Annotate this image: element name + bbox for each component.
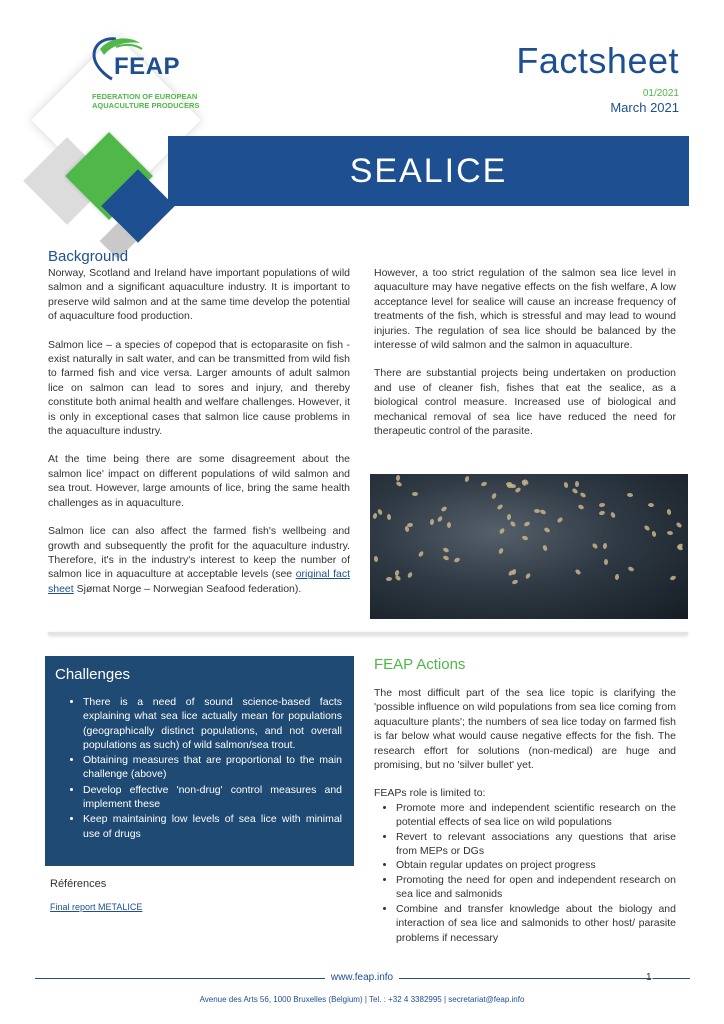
sea-louse-speck	[669, 575, 676, 581]
sea-louse-speck	[542, 544, 548, 551]
sea-louse-speck	[610, 511, 616, 518]
sea-louse-speck	[412, 492, 418, 496]
sea-louse-speck	[643, 525, 650, 532]
paragraph-4-text-after: Sjømat Norge – Norwegian Seafood federation).	[73, 582, 302, 595]
feap-wordmark: FEAP	[114, 53, 181, 80]
sea-louse-speck	[666, 509, 671, 516]
sea-louse-speck	[464, 476, 470, 483]
sea-louse-speck	[543, 527, 550, 534]
sea-louse-speck	[627, 493, 633, 498]
metalice-report-link[interactable]: Final report METALICE	[50, 902, 143, 912]
section-divider	[48, 632, 688, 635]
background-paragraph-5: However, a too strict regulation of the salmon sea lice level in aquaculture may have negative effects on the fish welfare, A low acceptance level for sealice will cause an increase frequency of treatments of the fish, which is stressful and may lead to wound injuries. The regulation of sea lice should be balanced by the interesse of wild salmon and the salmon in aquaculture.	[374, 267, 676, 352]
sea-louse-speck	[394, 574, 401, 581]
sea-louse-speck	[496, 504, 503, 511]
sea-louse-speck	[525, 572, 532, 579]
sea-louse-speck	[534, 509, 540, 513]
sea-louse-speck	[508, 569, 515, 576]
sea-louse-speck	[651, 531, 656, 538]
background-left-column	[48, 266, 350, 610]
sea-louse-speck	[599, 510, 606, 515]
sea-louse-speck	[521, 535, 528, 541]
actions-lead: FEAPs role is limited to:	[374, 787, 486, 800]
factsheet-number: 01/2021	[642, 88, 679, 99]
footer-address: Avenue des Arts 56, 1000 Bruxelles (Belgium) | Tel. : +32 4 3382995 | secretariat@feap.info	[199, 995, 525, 1004]
sea-louse-speck	[510, 520, 517, 527]
sea-louse-speck	[437, 515, 444, 522]
challenges-heading: Challenges	[55, 666, 131, 683]
sea-louse-speck	[511, 579, 518, 585]
sea-louse-speck	[418, 550, 425, 557]
original-fact-sheet-link[interactable]: original fact sheet	[48, 568, 350, 595]
sea-louse-speck	[377, 508, 383, 515]
background-heading: Background	[48, 248, 129, 265]
sea-louse-speck	[577, 504, 584, 511]
background-paragraph-2: Salmon lice – a species of copepod that is ectoparasite on fish - exist naturally in salt water, and can be transmitted from wild fish to farmed fish and vice versa. Larger amounts of adult salmon lice on salmon can lead to sores and injury, and thereby constitute both animal health and welfare challenges. However, it is only in exceptional cases that salmon lice cause problems in the aquaculture industry.	[48, 338, 350, 438]
sea-louse-speck	[372, 513, 377, 520]
sea-louse-speck	[667, 531, 673, 536]
challenge-item: • Keep maintaining low levels of sea lice with minimal use of drugs	[83, 812, 342, 841]
background-paragraph-1: Norway, Scotland and Ireland have important populations of wild salmon and a significant aquaculture industry. It is important to preserve wild salmon and at the same time develop the potential of aquaculture food production.	[48, 267, 350, 323]
sea-louse-speck	[430, 519, 435, 526]
sea-louse-speck	[440, 506, 447, 513]
feap-logo	[86, 33, 196, 81]
sea-louse-speck	[407, 571, 413, 578]
sea-louse-speck	[374, 556, 379, 563]
actions-paragraph: The most difficult part of the sea lice topic is clarifying the 'possible influence on wild populations from sea lice coming from aquaculture plants'; the numbers of sea lice today on farmed fish is far below what would cause negative effects for the fish. The research effort for solutions (non-medical) are huge and promising, but no 'silver bullet' yet.	[374, 687, 676, 772]
sea-louse-speck	[523, 521, 530, 527]
sea-louse-speck	[579, 492, 586, 499]
challenges-list	[55, 695, 342, 841]
organization-name: FEDERATION OF EUROPEAN AQUACULTURE PRODUCERS	[92, 92, 200, 110]
sea-louse-speck	[491, 492, 497, 499]
sea-louse-speck	[574, 569, 581, 576]
background-paragraph-4	[48, 524, 350, 596]
sea-louse-speck	[556, 516, 563, 523]
sea-louse-speck	[507, 514, 512, 520]
background-right-column	[374, 266, 676, 452]
sea-louse-speck	[447, 522, 451, 528]
sea-louse-speck	[514, 487, 521, 494]
title-banner	[168, 136, 689, 206]
sea-louse-speck	[480, 481, 487, 487]
sea-louse-speck	[575, 481, 579, 487]
action-item: • Promoting the need for open and independent research on sea lice and salmonids	[396, 873, 676, 902]
actions-list	[374, 801, 676, 945]
action-item: • Combine and transfer knowledge about the biology and interaction of sea lice and salmonids to other host/ parasite problems if necessary	[396, 902, 676, 945]
sea-louse-speck	[603, 543, 608, 550]
sea-lice-photo	[370, 474, 688, 619]
sea-louse-speck	[453, 557, 460, 563]
sea-louse-speck	[604, 559, 608, 565]
footer-website-link[interactable]: www.feap.info	[325, 972, 399, 983]
page-number: 1	[646, 972, 652, 983]
sea-louse-speck	[539, 509, 546, 515]
sea-louse-speck	[615, 574, 620, 580]
paragraph-4-text-before: Salmon lice can also affect the farmed fish's wellbeing and growth and subsequently the profit for the aquaculture industry. Therefore, it's in the industry's interest to keep the number of salmon lice in aquaculture at acceptable levels (see	[48, 525, 350, 581]
sea-louse-speck	[499, 527, 506, 534]
sea-louse-speck	[442, 547, 449, 553]
sea-louse-speck	[599, 503, 605, 508]
sea-louse-speck	[563, 482, 569, 489]
sea-louse-speck	[498, 547, 504, 554]
sea-louse-speck	[675, 522, 682, 529]
feap-actions-heading: FEAP Actions	[374, 656, 466, 673]
challenge-item: • There is a need of sound science-based facts explaining what sea lice actually mean for populations (geographically distinct populations, and not overall populations as such) of wild salmon/sea trout.	[83, 695, 342, 752]
factsheet-title: Factsheet	[516, 40, 679, 81]
challenge-item: • Develop effective 'non-drug' control measures and implement these	[83, 783, 342, 812]
challenges-box	[45, 656, 354, 866]
banner-title: SEALICE	[349, 151, 508, 190]
sea-louse-speck	[627, 566, 634, 572]
feap-actions-body	[374, 686, 676, 945]
action-item: • Revert to relevant associations any questions that arise from MEPs or DGs	[396, 830, 676, 859]
sea-louse-speck	[387, 514, 392, 520]
factsheet-date: March 2021	[610, 100, 679, 115]
background-paragraph-3: At the time being there are some disagreement about the salmon lice' impact on different populations of wild salmon and sea trout. However, large amounts of lice, bring the same health challenges as in aquaculture.	[48, 453, 350, 509]
challenge-item: • Obtaining measures that are proportional to the main challenge (above)	[83, 753, 342, 782]
background-paragraph-6: There are substantial projects being undertaken on production and use of cleaner fish, fishes that eat the sealice, as a biological control measure. Increased use of biological and mechanical removal of sea lice have reduced the need for therapeutic control of the parasite.	[374, 367, 676, 438]
sea-louse-speck	[592, 542, 599, 549]
sea-louse-speck	[571, 488, 578, 495]
sea-louse-speck	[386, 577, 392, 582]
action-item: • Promote more and independent scientific research on the potential effects of sea lice on wild populations	[396, 801, 676, 830]
sea-louse-speck	[395, 481, 402, 488]
sea-louse-speck	[442, 555, 449, 561]
action-item: • Obtain regular updates on project progress	[396, 858, 676, 872]
footer-website-wrap	[0, 972, 724, 983]
sea-louse-speck	[648, 503, 654, 507]
references-heading: Références	[50, 878, 107, 890]
